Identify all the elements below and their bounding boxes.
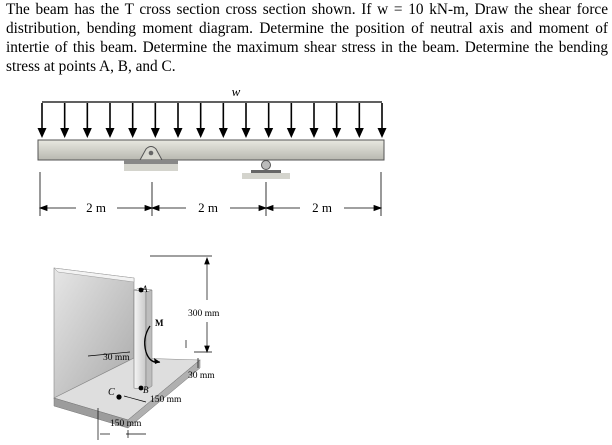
load-arrow-head bbox=[196, 128, 205, 138]
dim-30mm-web: 30 mm bbox=[103, 353, 130, 363]
dim-300mm: 300 mm bbox=[188, 309, 220, 319]
point-c-label: C bbox=[108, 387, 115, 398]
load-arrow-head bbox=[128, 128, 137, 138]
load-arrow-head bbox=[378, 128, 387, 138]
dim-150mm-right: 150 mm bbox=[150, 395, 182, 405]
load-arrow-head bbox=[60, 128, 69, 138]
point-a-label: A bbox=[142, 284, 148, 294]
load-arrow-head bbox=[219, 128, 228, 138]
dim-150mm-bottom: 150 mm bbox=[110, 419, 142, 429]
span-label-1: 2 m bbox=[86, 200, 106, 215]
roller-support bbox=[242, 161, 290, 180]
load-arrow-head bbox=[174, 128, 183, 138]
load-arrow-head bbox=[242, 128, 251, 138]
load-arrow-head bbox=[151, 128, 160, 138]
load-arrow-head bbox=[106, 128, 115, 138]
dim-30mm-flange: 30 mm bbox=[188, 371, 215, 381]
span-label-3: 2 m bbox=[312, 200, 332, 215]
beam bbox=[38, 140, 384, 160]
load-arrow-head bbox=[310, 128, 319, 138]
load-arrow-head bbox=[287, 128, 296, 138]
point-m-label: M bbox=[155, 318, 164, 328]
load-label: w bbox=[231, 84, 241, 99]
span-label-2: 2 m bbox=[198, 200, 218, 215]
problem-statement: The beam has the T cross section cross section shown. If w = 10 kN-m, Draw the shear force distribution, bending moment diagram. Determine the position of neutral axis and moment of intertie of this beam. Determine the maximum shear stress in the beam. Determine the bending stress at points A, B, and C. bbox=[6, 1, 608, 75]
load-arrows bbox=[38, 103, 387, 138]
point-b-label: B bbox=[143, 385, 149, 395]
load-arrow-head bbox=[355, 128, 364, 138]
load-arrow-head bbox=[38, 128, 47, 138]
load-arrow-head bbox=[332, 128, 341, 138]
load-arrow-head bbox=[83, 128, 92, 138]
load-arrow-head bbox=[264, 128, 273, 138]
